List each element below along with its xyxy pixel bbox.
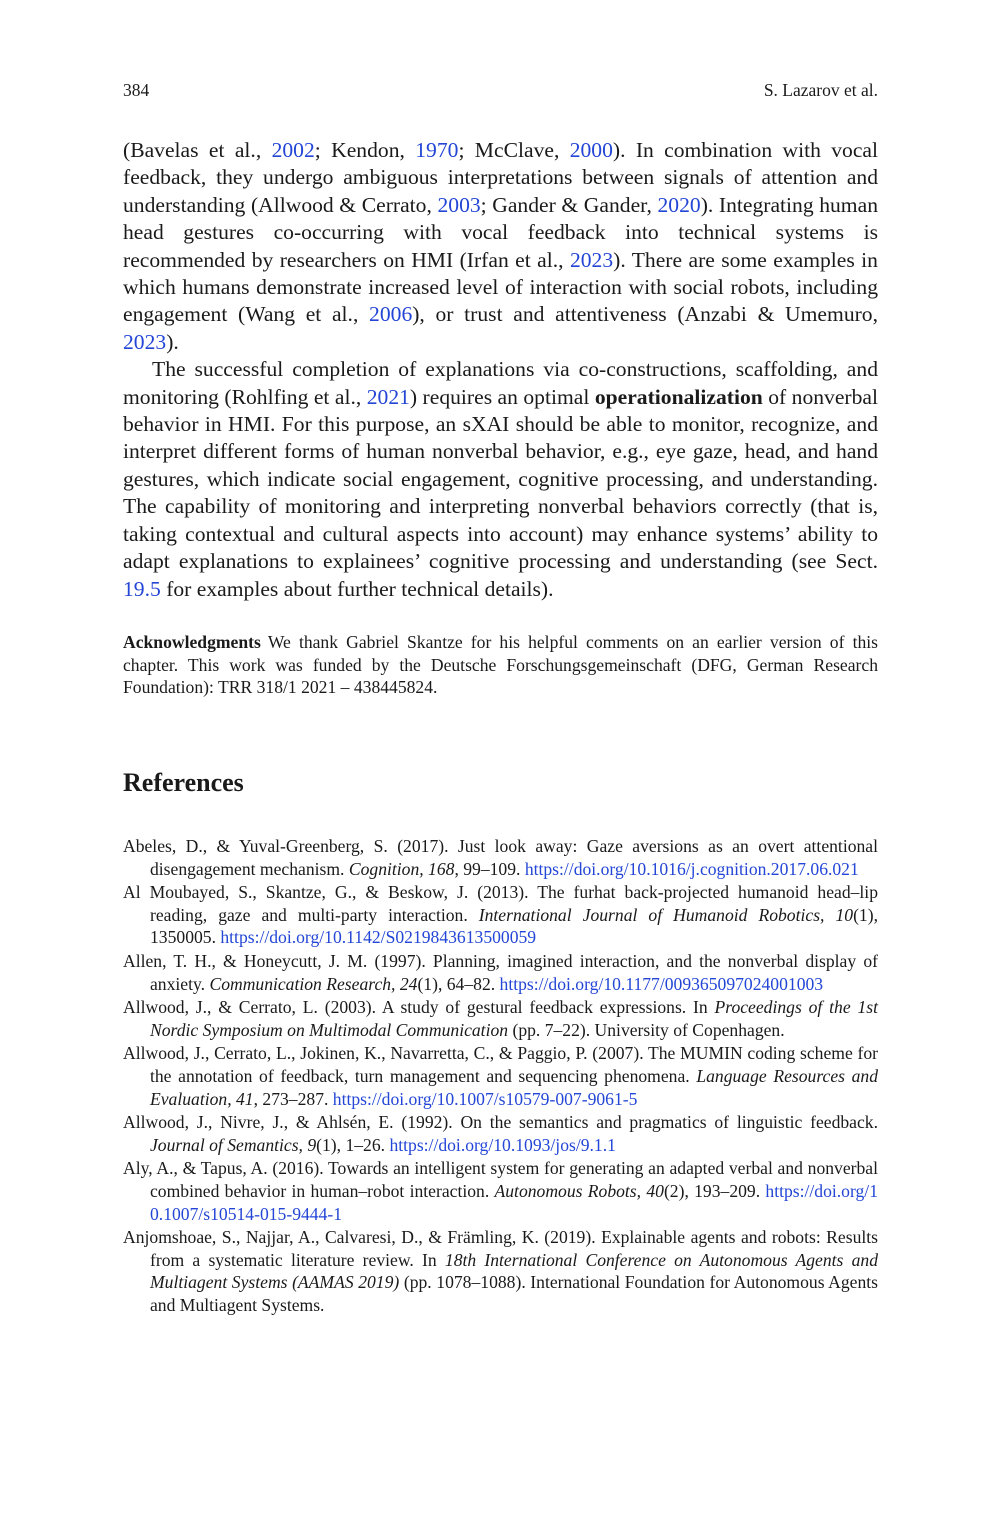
doi-link[interactable]: https://doi.org/10.1016/j.cognition.2017.06.021 [524, 858, 859, 879]
ref-source: Proceedings of the 1st Nordic Symposium on Multimodal Communication [150, 997, 878, 1040]
text-run: of nonverbal behavior in HMI. For this purpose, an sXAI should be able to monitor, recognize, and interpret different forms of human nonverbal behavior, e.g., eye gaze, head, and hand gestures, which indicate social engagement, cognitive processing, and understanding. The capability of monitoring and interpreting nonverbal behaviors correctly (that is, taking contextual and cultural aspects into account) may enhance systems’ ability to adapt explanations to explainees’ cognitive processing and understanding (see Sect. [123, 384, 878, 574]
text-run: (Bavelas et al., [123, 138, 272, 162]
ref-text: Aly, A., & Tapus, A. (2016). Towards an intelligent system for generating an adapted verbal and nonverbal combined behavior in human–robot interaction. [123, 1158, 878, 1201]
doi-link[interactable]: https://doi.org/10.1007/s10514-015-9444-1 [150, 1180, 878, 1224]
ref-text: Allwood, J., Cerrato, L., Jokinen, K., Navarretta, C., & Paggio, P. (2007). The MUMIN coding scheme for the annotation of feedback, turn management and sequencing phenomena. [123, 1043, 878, 1086]
ref-source: Journal of Semantics, 9 [150, 1134, 317, 1155]
ref-text: (1), 64–82. [417, 973, 500, 994]
ref-text: (2), 193–209. [663, 1180, 766, 1201]
ref-source: International Journal of Humanoid Robotics, 10 [478, 904, 854, 925]
reference-item [123, 835, 878, 880]
doi-link[interactable]: https://doi.org/10.1007/s10579-007-9061-5 [332, 1088, 638, 1109]
acknowledgments-label: Acknowledgments [123, 632, 261, 652]
citation-link[interactable]: 2020 [657, 192, 701, 217]
citation-link[interactable]: 2023 [569, 247, 614, 272]
citation-link[interactable]: 2000 [569, 138, 613, 162]
text-run: The successful completion of explanations via co-constructions, scaffolding, and monitoring (Rohlfing et al., [123, 357, 878, 409]
ref-text: Anjomshoae, S., Najjar, A., Calvaresi, D., & Främling, K. (2019). Explainable agents and robots: Results from a systematic literature review. In [123, 1227, 878, 1270]
citation-link[interactable]: 1970 [415, 138, 459, 162]
text-run: ; McClave, [458, 138, 570, 162]
body-text [123, 137, 878, 603]
ref-text: , 99–109. [454, 858, 525, 879]
acknowledgments [123, 631, 878, 699]
text-run: ). In combination with vocal feedback, they undergo ambiguous interpretations between signals of attention and understanding (Allwood & Cerrato, [123, 138, 878, 217]
reference-item [123, 1042, 878, 1110]
reference-item [123, 1226, 878, 1316]
reference-item [123, 950, 878, 995]
paragraph-1 [123, 137, 878, 356]
ref-text: (pp. 7–22). University of Copenhagen. [508, 1019, 785, 1040]
ref-text: Allwood, J., Nivre, J., & Ahlsén, E. (1992). On the semantics and pragmatics of linguistic feedback. [123, 1112, 878, 1133]
paragraph-2 [123, 356, 878, 603]
reference-list [123, 835, 878, 1317]
ref-text: Allen, T. H., & Honeycutt, J. M. (1997). Planning, imagined interaction, and the nonverbal display of anxiety. [123, 950, 878, 994]
text-run: ). There are some examples in which humans demonstrate increased level of interaction with social robots, including engagement (Wang et al., [123, 247, 878, 327]
ref-text: (1), 1350005. [150, 904, 878, 948]
doi-link[interactable]: https://doi.org/10.1142/S0219843613500059 [220, 927, 537, 948]
section-link[interactable]: 19.5 [123, 576, 161, 601]
bold-term: operationalization [594, 384, 763, 409]
ref-source: Language Resources and Evaluation, 41 [150, 1065, 879, 1109]
text-run: ; Gander & Gander, [480, 192, 658, 217]
citation-link[interactable]: 2006 [369, 302, 413, 327]
page-number: 384 [123, 80, 150, 100]
reference-item [123, 1111, 878, 1156]
ref-source: Autonomous Robots, 40 [494, 1180, 664, 1201]
citation-link[interactable]: 2021 [366, 384, 410, 409]
text-run: ), or trust and attentiveness (Anzabi & Umemuro, [412, 302, 878, 327]
ref-text: Allwood, J., & Cerrato, L. (2003). A study of gestural feedback expressions. In [123, 997, 715, 1018]
reference-item [123, 881, 878, 949]
reference-item [123, 996, 878, 1041]
ref-source: Cognition, 168 [348, 858, 455, 879]
ref-text: Abeles, D., & Yuval-Greenberg, S. (2017). Just look away: Gaze aversions as an overt attentional disengagement mechanism. [123, 836, 878, 879]
ref-text: (1), 1–26. [316, 1134, 390, 1155]
doi-link[interactable]: https://doi.org/10.1093/jos/9.1.1 [389, 1134, 616, 1155]
ref-source: 18th International Conference on Autonomous Agents and Multiagent Systems (AAMAS 2019) [150, 1249, 878, 1293]
doi-link[interactable]: https://doi.org/10.1177/009365097024001003 [499, 973, 824, 994]
text-run: ). [166, 329, 179, 354]
ref-text: Al Moubayed, S., Skantze, G., & Beskow, J. (2013). The furhat back-projected humanoid head–lip reading, gaze and multi-party interaction. [123, 882, 878, 925]
citation-link[interactable]: 2002 [271, 138, 315, 162]
running-authors: S. Lazarov et al. [763, 80, 878, 100]
text-run: ) requires an optimal [409, 384, 595, 409]
text-run: ). Integrating human head gestures co-occurring with vocal feedback into technical systems is recommended by researchers on HMI (Irfan et al., [123, 192, 878, 272]
ref-text: (pp. 1078–1088). International Foundation for Autonomous Agents and Multiagent Systems. [150, 1272, 878, 1315]
ref-source: Communication Research, 24 [209, 973, 418, 994]
text-run: for examples about further technical details). [160, 576, 554, 601]
acknowledgments-text: We thank Gabriel Skantze for his helpful comments on an earlier version of this chapter. This work was funded by the Deutsche Forschungsgemeinschaft (DFG, German Research Foundation): TRR 318/1 2021 – 438445824. [123, 632, 878, 698]
reference-item [123, 1157, 878, 1225]
citation-link[interactable]: 2023 [123, 329, 167, 354]
text-run: ; Kendon, [314, 138, 416, 162]
ref-text: , 273–287. [253, 1088, 333, 1109]
citation-link[interactable]: 2003 [437, 192, 481, 217]
references-heading: References [123, 768, 244, 797]
